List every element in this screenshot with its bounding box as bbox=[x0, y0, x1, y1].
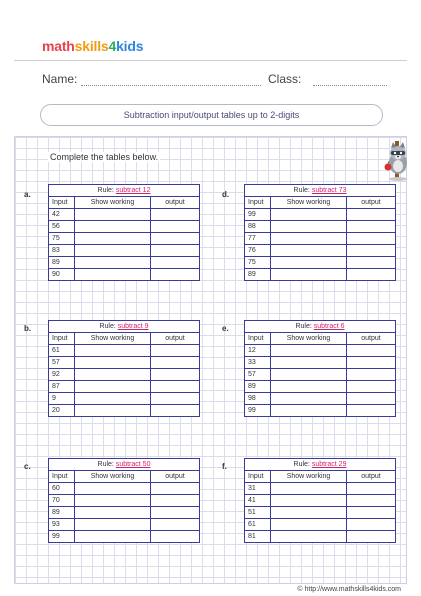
rule-value: subtract 29 bbox=[311, 461, 347, 468]
working-header: Show working bbox=[271, 333, 347, 345]
working-cell[interactable] bbox=[271, 221, 347, 233]
rule-value: subtract 12 bbox=[115, 187, 151, 194]
table-row bbox=[49, 245, 200, 257]
table-row bbox=[245, 393, 396, 405]
header-divider bbox=[14, 60, 407, 61]
rule-value: subtract 50 bbox=[115, 461, 151, 468]
output-cell[interactable] bbox=[347, 345, 396, 357]
table-row bbox=[49, 483, 200, 495]
input-value: 56 bbox=[49, 221, 75, 233]
input-value: 61 bbox=[49, 345, 75, 357]
table-row bbox=[245, 209, 396, 221]
input-value: 75 bbox=[245, 257, 271, 269]
class-field[interactable] bbox=[268, 72, 387, 86]
output-header: output bbox=[151, 333, 200, 345]
working-cell[interactable] bbox=[271, 483, 347, 495]
input-value: 41 bbox=[245, 495, 271, 507]
input-header: Input bbox=[49, 471, 75, 483]
output-cell[interactable] bbox=[151, 381, 200, 393]
working-cell[interactable] bbox=[75, 369, 151, 381]
rule-value: subtract 9 bbox=[117, 323, 149, 330]
input-value: 12 bbox=[245, 345, 271, 357]
working-cell[interactable] bbox=[75, 531, 151, 543]
input-value: 57 bbox=[49, 357, 75, 369]
working-header: Show working bbox=[271, 471, 347, 483]
section-letter: f. bbox=[222, 462, 227, 471]
input-value: 31 bbox=[245, 483, 271, 495]
rule-prefix: Rule: bbox=[293, 187, 310, 194]
table-row bbox=[49, 405, 200, 417]
working-cell[interactable] bbox=[75, 245, 151, 257]
rule-prefix: Rule: bbox=[97, 461, 114, 468]
working-cell[interactable] bbox=[271, 245, 347, 257]
table-row bbox=[49, 209, 200, 221]
output-cell[interactable] bbox=[151, 269, 200, 281]
rule-cell bbox=[49, 185, 200, 197]
input-value: 99 bbox=[49, 531, 75, 543]
name-line[interactable] bbox=[81, 74, 261, 86]
input-value: 89 bbox=[49, 507, 75, 519]
working-cell[interactable] bbox=[75, 483, 151, 495]
rule-value: subtract 6 bbox=[313, 323, 345, 330]
table-row bbox=[245, 519, 396, 531]
input-header: Input bbox=[245, 471, 271, 483]
table-row bbox=[245, 357, 396, 369]
input-value: 70 bbox=[49, 495, 75, 507]
class-label: Class: bbox=[268, 72, 302, 86]
input-value: 61 bbox=[245, 519, 271, 531]
output-cell[interactable] bbox=[347, 257, 396, 269]
output-cell[interactable] bbox=[347, 209, 396, 221]
io-table-f bbox=[244, 458, 396, 543]
table-row bbox=[49, 393, 200, 405]
raccoon-mascot-icon bbox=[383, 139, 413, 181]
section-letter: a. bbox=[24, 190, 31, 199]
table-row bbox=[245, 233, 396, 245]
output-cell[interactable] bbox=[151, 507, 200, 519]
output-cell[interactable] bbox=[347, 221, 396, 233]
output-cell[interactable] bbox=[347, 269, 396, 281]
working-cell[interactable] bbox=[75, 519, 151, 531]
input-value: 9 bbox=[49, 393, 75, 405]
output-cell[interactable] bbox=[151, 495, 200, 507]
output-cell[interactable] bbox=[347, 369, 396, 381]
output-cell[interactable] bbox=[347, 531, 396, 543]
input-value: 87 bbox=[49, 381, 75, 393]
working-cell[interactable] bbox=[271, 393, 347, 405]
rule-cell bbox=[245, 459, 396, 471]
working-cell[interactable] bbox=[75, 495, 151, 507]
working-header: Show working bbox=[75, 333, 151, 345]
table-row bbox=[49, 495, 200, 507]
table-row bbox=[245, 269, 396, 281]
working-cell[interactable] bbox=[75, 405, 151, 417]
table-row bbox=[49, 369, 200, 381]
class-line[interactable] bbox=[313, 74, 387, 86]
rule-cell bbox=[245, 321, 396, 333]
output-cell[interactable] bbox=[347, 245, 396, 257]
output-cell[interactable] bbox=[347, 357, 396, 369]
rule-prefix: Rule: bbox=[99, 323, 116, 330]
table-row bbox=[245, 221, 396, 233]
output-header: output bbox=[347, 197, 396, 209]
input-value: 88 bbox=[245, 221, 271, 233]
input-value: 83 bbox=[49, 245, 75, 257]
rule-prefix: Rule: bbox=[293, 461, 310, 468]
io-table-a bbox=[48, 184, 200, 281]
input-value: 75 bbox=[49, 233, 75, 245]
section-letter: e. bbox=[222, 324, 229, 333]
output-cell[interactable] bbox=[347, 507, 396, 519]
table-row bbox=[245, 369, 396, 381]
working-header: Show working bbox=[75, 197, 151, 209]
working-cell[interactable] bbox=[271, 519, 347, 531]
working-cell[interactable] bbox=[271, 495, 347, 507]
table-row bbox=[245, 507, 396, 519]
working-cell[interactable] bbox=[75, 269, 151, 281]
rule-cell bbox=[245, 185, 396, 197]
working-cell[interactable] bbox=[75, 507, 151, 519]
rule-cell bbox=[49, 459, 200, 471]
table-row bbox=[49, 269, 200, 281]
table-row bbox=[245, 495, 396, 507]
table-row bbox=[245, 483, 396, 495]
table-row bbox=[49, 233, 200, 245]
table-row bbox=[245, 381, 396, 393]
input-value: 57 bbox=[245, 369, 271, 381]
input-header: Input bbox=[245, 333, 271, 345]
logo-part: math bbox=[42, 38, 75, 54]
output-cell[interactable] bbox=[151, 483, 200, 495]
output-cell[interactable] bbox=[347, 495, 396, 507]
input-value: 99 bbox=[245, 405, 271, 417]
input-value: 20 bbox=[49, 405, 75, 417]
io-table-e bbox=[244, 320, 396, 417]
working-cell[interactable] bbox=[75, 381, 151, 393]
input-header: Input bbox=[245, 197, 271, 209]
input-value: 89 bbox=[245, 269, 271, 281]
table-row bbox=[49, 257, 200, 269]
rule-value: subtract 73 bbox=[311, 187, 347, 194]
worksheet-title: Subtraction input/output tables up to 2-digits bbox=[40, 104, 383, 126]
working-cell[interactable] bbox=[271, 507, 347, 519]
working-cell[interactable] bbox=[75, 345, 151, 357]
output-cell[interactable] bbox=[151, 393, 200, 405]
output-cell[interactable] bbox=[151, 209, 200, 221]
working-header: Show working bbox=[271, 197, 347, 209]
io-table-c bbox=[48, 458, 200, 543]
rule-prefix: Rule: bbox=[97, 187, 114, 194]
working-cell[interactable] bbox=[271, 345, 347, 357]
working-cell[interactable] bbox=[271, 209, 347, 221]
rule-prefix: Rule: bbox=[295, 323, 312, 330]
input-value: 99 bbox=[245, 209, 271, 221]
table-row bbox=[245, 257, 396, 269]
input-value: 60 bbox=[49, 483, 75, 495]
table-row bbox=[49, 345, 200, 357]
output-cell[interactable] bbox=[347, 381, 396, 393]
output-cell[interactable] bbox=[151, 221, 200, 233]
table-row bbox=[49, 507, 200, 519]
working-cell[interactable] bbox=[271, 381, 347, 393]
output-cell[interactable] bbox=[151, 531, 200, 543]
output-cell[interactable] bbox=[151, 233, 200, 245]
working-cell[interactable] bbox=[75, 257, 151, 269]
rule-cell bbox=[49, 321, 200, 333]
table-row bbox=[245, 345, 396, 357]
working-cell[interactable] bbox=[75, 233, 151, 245]
io-table-b bbox=[48, 320, 200, 417]
site-logo bbox=[42, 38, 143, 54]
working-cell[interactable] bbox=[75, 357, 151, 369]
working-cell[interactable] bbox=[75, 221, 151, 233]
output-cell[interactable] bbox=[347, 405, 396, 417]
output-header: output bbox=[347, 333, 396, 345]
output-header: output bbox=[151, 197, 200, 209]
output-cell[interactable] bbox=[151, 245, 200, 257]
table-row bbox=[49, 357, 200, 369]
input-value: 90 bbox=[49, 269, 75, 281]
input-value: 42 bbox=[49, 209, 75, 221]
instructions: Complete the tables below. bbox=[50, 152, 159, 162]
table-row bbox=[245, 405, 396, 417]
input-value: 76 bbox=[245, 245, 271, 257]
working-cell[interactable] bbox=[75, 209, 151, 221]
output-cell[interactable] bbox=[347, 233, 396, 245]
io-table-d bbox=[244, 184, 396, 281]
logo-part: skills bbox=[74, 38, 109, 54]
table-row bbox=[49, 531, 200, 543]
output-header: output bbox=[151, 471, 200, 483]
input-value: 89 bbox=[245, 381, 271, 393]
output-cell[interactable] bbox=[347, 519, 396, 531]
input-value: 33 bbox=[245, 357, 271, 369]
working-cell[interactable] bbox=[271, 357, 347, 369]
section-letter: c. bbox=[24, 462, 31, 471]
output-cell[interactable] bbox=[151, 405, 200, 417]
table-row bbox=[245, 245, 396, 257]
output-cell[interactable] bbox=[151, 369, 200, 381]
table-row bbox=[49, 221, 200, 233]
working-header: Show working bbox=[75, 471, 151, 483]
output-cell[interactable] bbox=[347, 393, 396, 405]
working-cell[interactable] bbox=[271, 531, 347, 543]
output-cell[interactable] bbox=[347, 483, 396, 495]
working-cell[interactable] bbox=[271, 369, 347, 381]
working-cell[interactable] bbox=[271, 269, 347, 281]
section-letter: d. bbox=[222, 190, 230, 199]
table-row bbox=[49, 519, 200, 531]
working-cell[interactable] bbox=[271, 405, 347, 417]
working-cell[interactable] bbox=[271, 233, 347, 245]
input-header: Input bbox=[49, 197, 75, 209]
output-cell[interactable] bbox=[151, 345, 200, 357]
table-row bbox=[49, 381, 200, 393]
output-header: output bbox=[347, 471, 396, 483]
input-value: 77 bbox=[245, 233, 271, 245]
name-label: Name: bbox=[42, 72, 78, 86]
input-value: 93 bbox=[49, 519, 75, 531]
input-value: 92 bbox=[49, 369, 75, 381]
working-cell[interactable] bbox=[271, 257, 347, 269]
working-cell[interactable] bbox=[75, 393, 151, 405]
name-field[interactable] bbox=[42, 72, 261, 86]
input-header: Input bbox=[49, 333, 75, 345]
section-letter: b. bbox=[24, 324, 32, 333]
output-cell[interactable] bbox=[151, 519, 200, 531]
output-cell[interactable] bbox=[151, 357, 200, 369]
input-value: 51 bbox=[245, 507, 271, 519]
logo-part: 4 bbox=[108, 38, 117, 54]
table-row bbox=[245, 531, 396, 543]
footer-copyright: © http://www.mathskills4kids.com bbox=[297, 586, 401, 593]
output-cell[interactable] bbox=[151, 257, 200, 269]
input-value: 89 bbox=[49, 257, 75, 269]
input-value: 81 bbox=[245, 531, 271, 543]
input-value: 98 bbox=[245, 393, 271, 405]
logo-part: kids bbox=[116, 38, 144, 54]
